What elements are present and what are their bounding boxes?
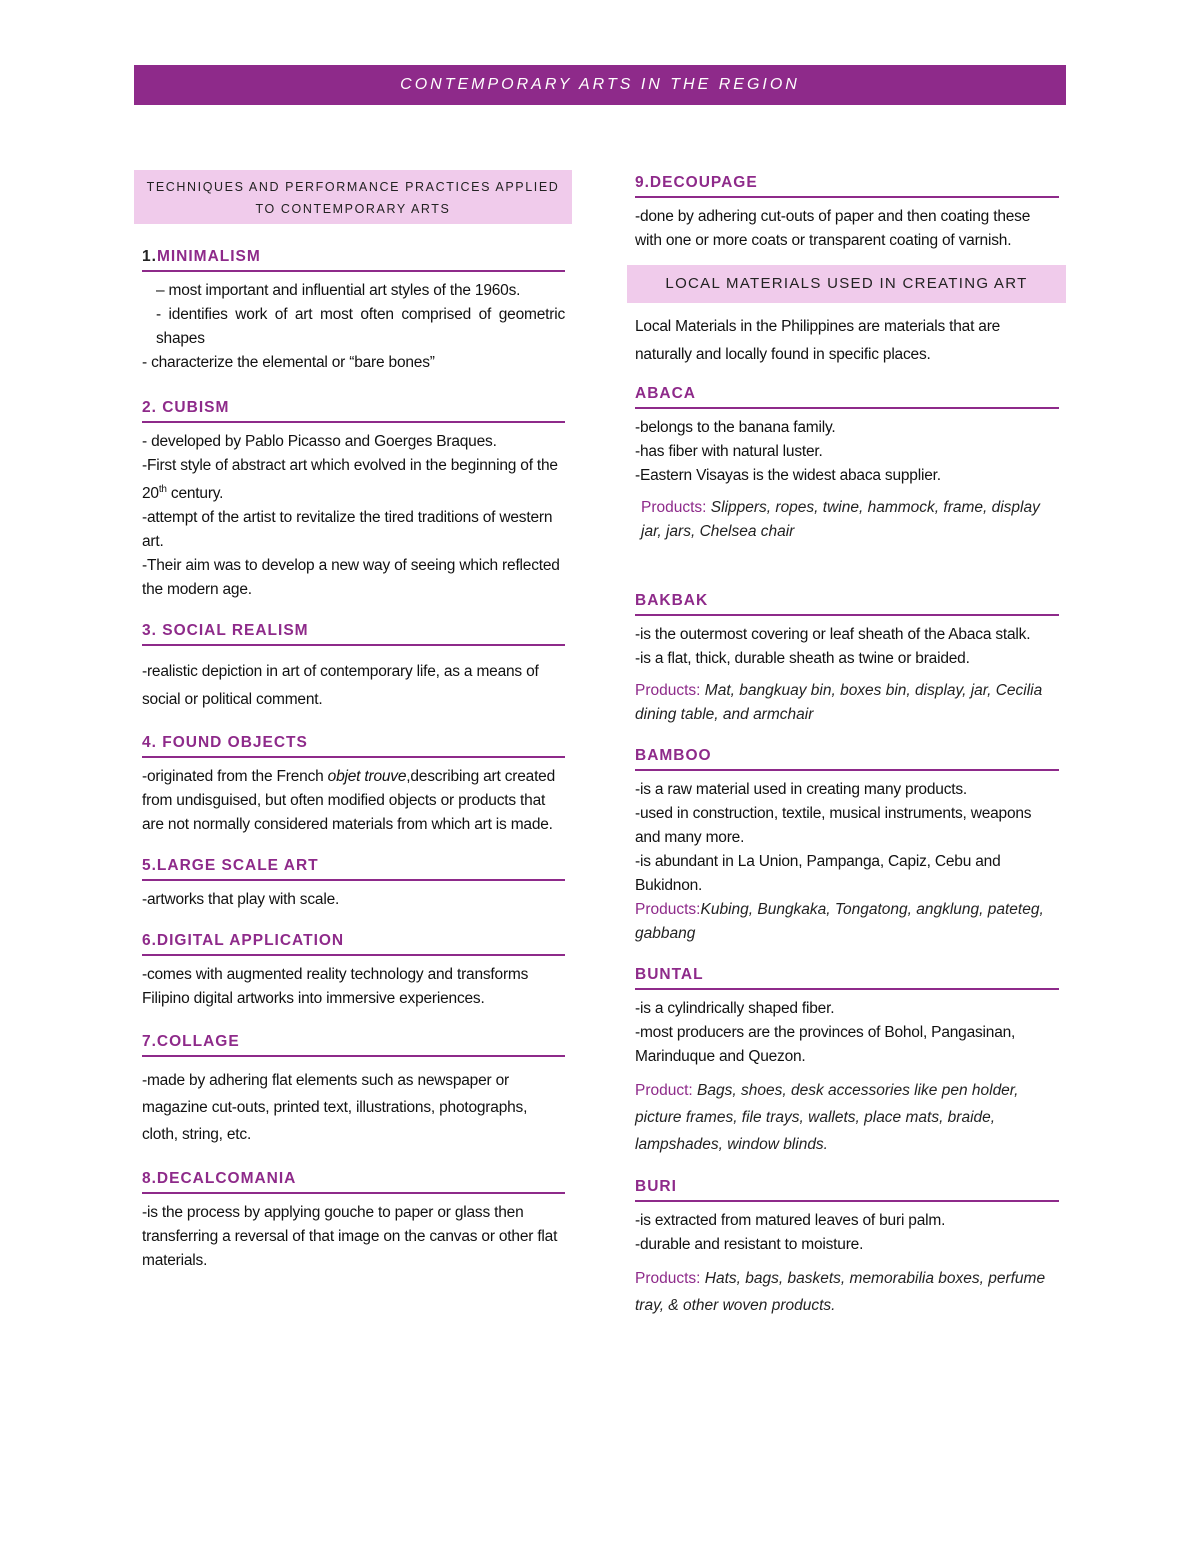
section-body: -is a raw material used in creating many products. -used in construction, textile, musical instruments, weapons and many more. -is abundant in La Union, Pampanga, Capiz, Cebu and Bukidnon. (635, 781, 1032, 894)
section-collage (142, 1033, 565, 1148)
section-body: -comes with augmented reality technology and transforms Filipino digital artworks into immersive experiences. (142, 966, 529, 1008)
section-heading: 3. SOCIAL REALISM (142, 622, 565, 646)
local-materials-box (627, 265, 1066, 303)
section-body: -originated from the French objet trouve,describing art created from undisguised, but often modified objects or products that are not normally considered materials from which art is made. (142, 768, 556, 834)
products-line: Product: Bags, shoes, desk accessories like pen holder, picture frames, file trays, wallets, place mats, braide, lampshades, window blinds. (635, 1082, 1019, 1153)
section-body: -artworks that play with scale. (142, 891, 340, 909)
section-buntal (635, 966, 1059, 1158)
section-heading: 8.DECALCOMANIA (142, 1170, 565, 1194)
products-line: Products: Mat, bangkuay bin, boxes bin, display, jar, Cecilia dining table, and armchair (635, 682, 1043, 723)
section-decoupage (635, 174, 1059, 253)
page-title: CONTEMPORARY ARTS IN THE REGION (400, 76, 800, 93)
section-bakbak (635, 592, 1059, 727)
page-banner (134, 65, 1066, 105)
section-large-scale-art (142, 857, 565, 912)
section-body: -is the outermost covering or leaf sheath of the Abaca stalk. -is a flat, thick, durable sheath as twine or braided. (635, 626, 1031, 667)
section-heading: BURI (635, 1178, 1059, 1202)
section-minimalism (142, 248, 565, 375)
section-heading: BUNTAL (635, 966, 1059, 990)
products-line: Products: Slippers, ropes, twine, hammock, frame, display jar, jars, Chelsea chair (641, 499, 1040, 540)
local-materials-intro: Local Materials in the Philippines are materials that are naturally and locally found in specific places. (635, 318, 1001, 363)
section-body: -done by adhering cut-outs of paper and then coating these with one or more coats or transparent coating of varnish. (635, 208, 1031, 249)
section-heading: 2. CUBISM (142, 399, 565, 423)
section-heading: 7.COLLAGE (142, 1033, 565, 1057)
section-heading: 5.LARGE SCALE ART (142, 857, 565, 881)
section-found-objects (142, 734, 565, 837)
techniques-box-title: TECHNIQUES AND PERFORMANCE PRACTICES APPLIED TO CONTEMPORARY ARTS (146, 180, 560, 216)
section-buri (635, 1178, 1059, 1319)
techniques-box (134, 170, 572, 224)
section-cubism (142, 399, 565, 602)
section-heading: BAMBOO (635, 747, 1059, 771)
section-heading: 9.DECOUPAGE (635, 174, 1059, 198)
section-heading: BAKBAK (635, 592, 1059, 616)
section-body: -realistic depiction in art of contemporary life, as a means of social or political comment. (142, 663, 539, 709)
section-body: - developed by Pablo Picasso and Goerges Braques. -First style of abstract art which evolved in the beginning of the 20th century. -attempt of the artist to revitalize the tired traditions of western art. -Their aim was to develop a new way of seeing which reflected the modern age. (142, 433, 560, 599)
section-digital-application (142, 932, 565, 1011)
section-body: -is the process by applying gouche to paper or glass then transferring a reversal of that image on the canvas or other flat materials. (142, 1204, 558, 1270)
local-materials-box-title: LOCAL MATERIALS USED IN CREATING ART (665, 275, 1028, 292)
section-body: -belongs to the banana family. -has fiber with natural luster. -Eastern Visayas is the widest abaca supplier. (635, 419, 941, 484)
left-column (134, 170, 572, 1273)
section-body: -made by adhering flat elements such as newspaper or magazine cut-outs, printed text, illustrations, photographs, cloth, string, etc. (142, 1072, 528, 1144)
section-body: -is extracted from matured leaves of buri palm. -durable and resistant to moisture. (635, 1212, 946, 1253)
section-abaca (635, 385, 1059, 544)
section-heading: 6.DIGITAL APPLICATION (142, 932, 565, 956)
section-heading: 1.MINIMALISM (142, 248, 565, 272)
products-line: Products: Hats, bags, baskets, memorabilia boxes, perfume tray, & other woven products. (635, 1270, 1046, 1314)
section-body: – most important and influential art styles of the 1960s. - identifies work of art most often comprised of geometric shapes - characterize the elemental or “bare bones” (142, 282, 565, 371)
section-bamboo (635, 747, 1059, 946)
products-line: Products:Kubing, Bungkaka, Tongatong, angklung, pateteg, gabbang (635, 901, 1044, 942)
section-heading: ABACA (635, 385, 1059, 409)
right-column (627, 170, 1066, 1319)
section-heading: 4. FOUND OBJECTS (142, 734, 565, 758)
section-social-realism (142, 622, 565, 714)
section-body: -is a cylindrically shaped fiber. -most producers are the provinces of Bohol, Pangasinan, Marinduque and Quezon. (635, 1000, 1016, 1065)
section-decalcomania (142, 1170, 565, 1273)
